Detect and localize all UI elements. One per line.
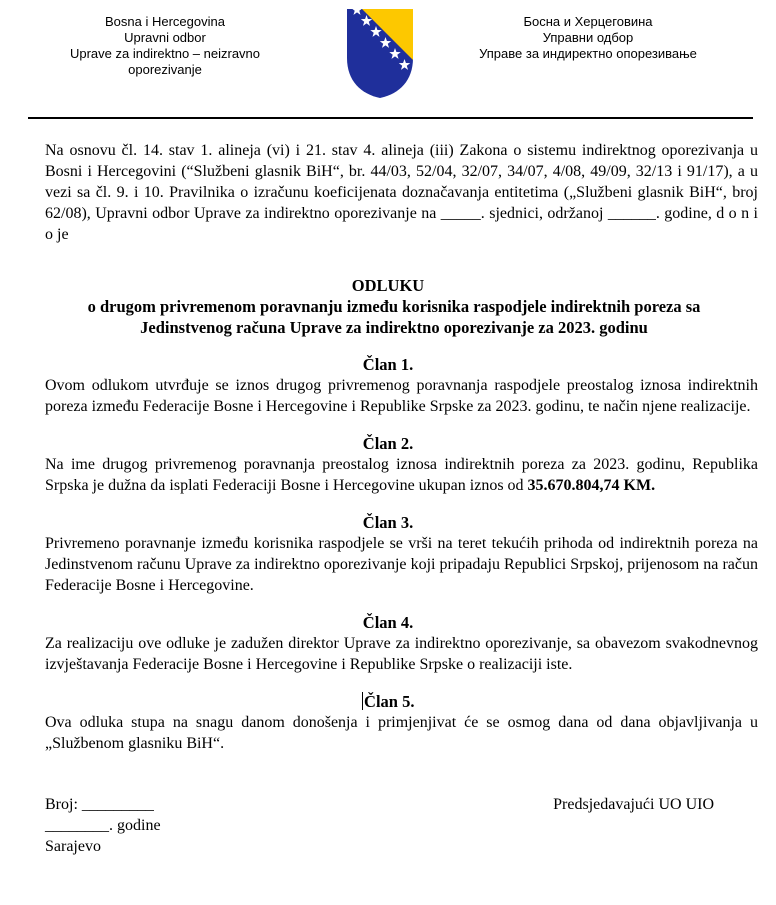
number-line: Broj: _________ [45,796,154,813]
org-latin-line-4: oporezivanje [128,62,202,77]
org-latin-line-2: Upravni odbor [124,30,206,45]
article-1 [0,354,776,417]
article-2 [0,433,776,496]
decision-subtitle: o drugom privremenom poravnanju između korisnika raspodjele indirektnih poreza sa Jedinstvenog računa Uprave za indirektno oporezivanje za 2023. godinu [87,297,701,337]
article-1-body: Ovom odlukom utvrđuje se iznos drugog privremenog poravnanja raspodjele preostalog iznosa indirektnih poreza između Federacije Bosne i Hercegovine i Republike Srpske za 2023. godinu, te način njene realizacije. [45,377,758,415]
article-4-body: Za realizaciju ove odluke je zadužen direktor Uprave za indirektno oporezivanje, sa obavezom svakodnevnog izvještavanja Federacije Bosne i Hercegovine i Republike Srpske o realizaciji iste. [45,635,758,673]
article-2-body-text: Na ime drugog privremenog poravnanja preostalog iznosa indirektnih poreza za 2023. godinu, Republika Srpska je dužna da isplati Federaciji Bosne i Hercegovine ukupan iznos od [45,456,758,494]
article-4 [0,612,776,675]
shield-icon [343,6,417,101]
article-2-heading: Član 2. [362,434,414,453]
org-title-latin [0,14,330,78]
article-5-heading-text: Član 5. [364,692,415,711]
footer-left-block [45,794,161,857]
org-cyrillic-line-3: Управе за индиректно опорезивање [479,46,697,61]
article-1-heading: Član 1. [362,355,414,374]
article-5 [0,691,776,754]
article-2-amount: 35.670.804,74 KM. [527,477,656,494]
bih-coat-of-arms-icon [330,6,430,101]
article-2-body [45,454,758,496]
text-cursor [362,692,364,710]
preamble-paragraph: Na osnovu čl. 14. stav 1. alineja (vi) i 21. stav 4. alineja (iii) Zakona o sistemu indirektnog oporezivanja u Bosni i Hercegovini (“Službeni glasnik BiH“, br. 44/03, 52/04, 32/07, 34/07, 4/08, 49/09, 32/13 i 91/17), a u vezi sa čl. 9. i 10. Pravilnika o izračunu koeficijenata doznačavanja entitetima („Službeni glasnik BiH“, broj 62/08), Upravni odbor Uprave za indirektno oporezivanje na _____. sjednici, održanoj ______. godine, d o n i o je [45,142,758,243]
article-5-body: Ova odluka stupa na snagu danom donošenja i primjenjivat će se osmog dana od dana objavljivanja u „Službenom glasniku BiH“. [45,714,758,752]
date-line: ________. godine [45,817,161,834]
org-latin-line-3: Uprave za indirektno – neizravno [69,46,261,61]
document-header [0,0,776,101]
org-cyrillic-line-2: Управни одбор [542,30,634,45]
article-4-heading: Član 4. [362,613,414,632]
document-footer [45,794,714,857]
article-3 [0,512,776,596]
org-cyrillic-line-1: Босна и Херцеговина [523,14,653,29]
decision-title: ODLUKU [351,276,425,295]
org-title-cyrillic [430,14,776,62]
article-3-heading: Član 3. [362,513,414,532]
org-latin-line-1: Bosna i Hercegovina [105,14,225,29]
article-3-body: Privremeno poravnanje između korisnika raspodjele se vrši na teret tekućih prihoda od indirektnih poreza na Jedinstvenom računu Uprave za indirektno oporezivanje koji pripadaju Republici Srpskoj, prijenosom na račun Federacije Bosne i Hercegovine. [45,535,758,594]
city-line: Sarajevo [45,838,101,855]
signer-title: Predsjedavajući UO UIO [553,796,714,813]
article-5-heading [0,691,776,712]
header-divider [28,117,753,119]
